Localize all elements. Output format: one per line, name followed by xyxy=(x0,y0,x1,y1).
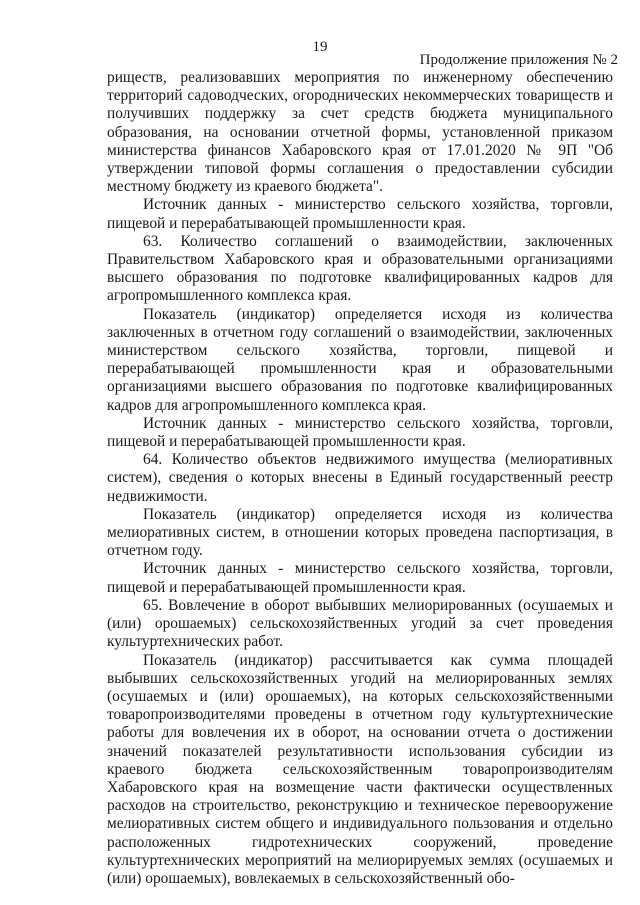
paragraph-indicator-65: Показатель (индикатор) рассчитывается как сумма площадей выбывших сельскохозяйственных угодий на мелиорированных землях (осушаемых и (или) орошаемых), на которых сельскохозяйственными товаропроизводителями проведены в отчетном году культуртехнические работы для вовлечения их в оборот, на основании отчета о достижении значений показателей результативности использования субсидии из краевого бюджета сельскохозяйственным товаропроизводителям Хабаровского края на возмещение части фактически осуществленных расходов на строительство, реконструкцию и техническое перевооружение мелиоративных систем общего и индивидуального пользования и отдельно расположенных гидротехнических сооружений, проведение культуртехнических мероприятий на мелиорируемых землях (осушаемых и (или) орошаемых), вовлекаемых в сельскохозяйственный обо- xyxy=(107,651,613,887)
paragraph-data-source: Источник данных - министерство сельского хозяйства, торговли, пищевой и перерабатывающей промышленности края. xyxy=(107,196,613,232)
paragraph-data-source: Источник данных - министерство сельского хозяйства, торговли, пищевой и перерабатывающей промышленности края. xyxy=(107,560,613,596)
paragraph-item-65: 65. Вовлечение в оборот выбывших мелиорированных (осушаемых и (или) орошаемых) сельскохозяйственных угодий за счет проведения культуртехнических работ. xyxy=(107,596,613,651)
appendix-note: Продолжение приложения № 2 xyxy=(419,52,618,68)
paragraph-continuation: риществ, реализовавших мероприятия по инженерному обеспечению территорий садоводческих, огороднических некоммерческих товариществ и получивших поддержку за счет средств бюджета муниципального образования, на основании отчетной формы, установленной приказом министерства финансов Хабаровского края от 17.01.2020 № 9П "Об утверждении типовой формы соглашения о предоставлении субсидии местному бюджету из краевого бюджета". xyxy=(107,69,613,196)
paragraph-data-source: Источник данных - министерство сельского хозяйства, торговли, пищевой и перерабатывающей промышленности края. xyxy=(107,414,613,451)
document-body xyxy=(107,69,613,888)
paragraph-item-63: 63. Количество соглашений о взаимодействии, заключенных Правительством Хабаровского края и образовательными организациями высшего образования по подготовке квалифицированных кадров для агропромышленного комплекса края. xyxy=(107,232,613,305)
paragraph-indicator-64: Показатель (индикатор) определяется исходя из количества мелиоративных систем, в отношении которых проведена паспортизация, в отчетном году. xyxy=(107,505,613,560)
paragraph-indicator-63: Показатель (индикатор) определяется исходя из количества заключенных в отчетном году соглашений о взаимодействии, заключенных министерством сельского хозяйства, торговли, пищевой и перерабатывающей промышленности края и образовательными организациями высшего образования по подготовке квалифицированных кадров для агропромышленного комплекса края. xyxy=(107,305,613,414)
page-number: 19 xyxy=(312,39,328,55)
paragraph-item-64: 64. Количество объектов недвижимого имущества (мелиоративных систем), сведения о которых внесены в Единый государственный реестр недвижимости. xyxy=(107,451,613,505)
